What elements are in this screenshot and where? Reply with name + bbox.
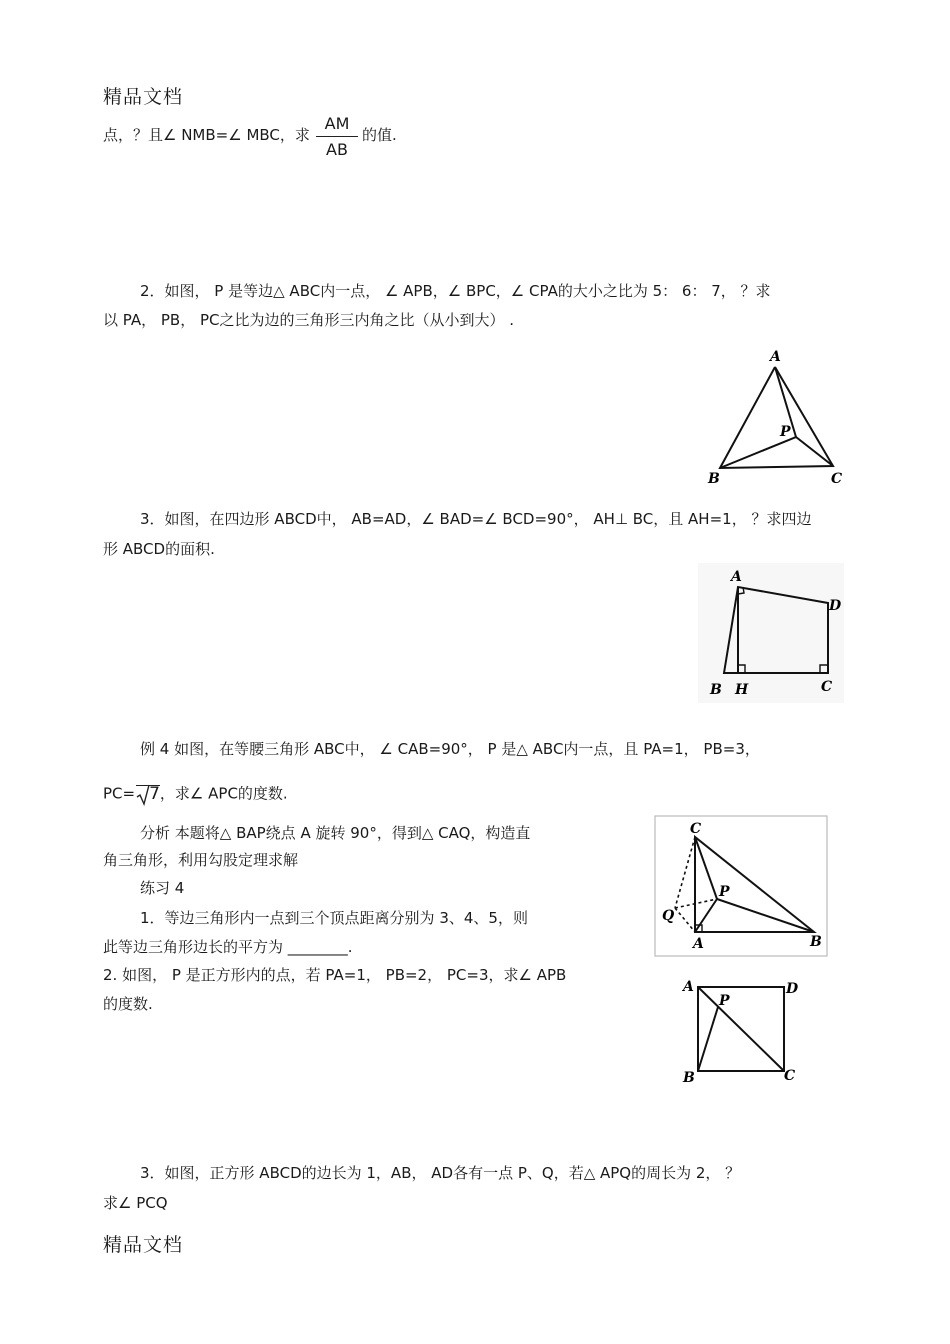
segment-qa <box>675 908 695 932</box>
label-h: H <box>735 682 749 698</box>
practice1-line2: 此等边三角形边长的平方为 ________. <box>103 938 353 956</box>
page-footer: 精品文档 <box>103 1234 184 1256</box>
intro-post: 的值. <box>362 126 397 144</box>
analysis-line2: 角三角形，利用勾股定理求解 <box>103 851 299 869</box>
label-c: C <box>784 1068 796 1084</box>
practice1-line1: 1．等边三角形内一点到三个顶点距离分别为 3、4、5，则 <box>140 909 528 927</box>
sqrt-radicand: 7 <box>149 784 160 804</box>
label-c: C <box>831 471 843 487</box>
ex4-line1: 例 4 如图，在等腰三角形 ABC中， ∠ CAB=90°， P 是△ ABC内一点，且 PA=1， PB=3， <box>140 740 760 758</box>
label-a: A <box>731 569 742 585</box>
segment-pb <box>717 899 814 932</box>
figure-square-abcd-p <box>678 975 808 1087</box>
label-b: B <box>683 1070 695 1086</box>
ex4-line2 <box>103 785 288 803</box>
figure-rotation-caq <box>642 806 842 962</box>
analysis-line1: 分析 本题将△ BAP绕点 A 旋转 90°，得到△ CAQ，构造直 <box>140 824 531 842</box>
figure-frame <box>655 816 827 956</box>
segment-pc <box>796 437 833 466</box>
q3b-line1: 3．如图，正方形 ABCD的边长为 1，AB， AD各有一点 P、Q，若△ APQ的周长为 2， ？ <box>140 1164 741 1182</box>
radical-sign <box>136 784 150 806</box>
label-c: C <box>821 679 833 695</box>
label-a: A <box>683 979 694 995</box>
page-header: 精品文档 <box>103 86 184 108</box>
sqrt-symbol <box>136 785 160 803</box>
label-b: B <box>710 682 722 698</box>
label-b: B <box>708 471 720 487</box>
figure-triangle-abc-p <box>700 345 850 490</box>
label-c: C <box>690 821 702 837</box>
label-b: B <box>810 934 822 950</box>
label-a: A <box>770 349 781 365</box>
label-d: D <box>786 981 799 997</box>
q2-line1: 2．如图， P 是等边△ ABC内一点， ∠ APB，∠ BPC，∠ CPA的大小之比为 5： 6： 7， ？求 <box>140 282 771 300</box>
q3b-line2: 求∠ PCQ <box>103 1194 168 1212</box>
q3-line2: 形 ABCD的面积. <box>103 540 215 558</box>
q2-line2: 以 PA， PB， PC之比为边的三角形三内角之比（从小到大） . <box>103 311 515 329</box>
label-d: D <box>829 598 842 614</box>
segment-cq <box>675 837 695 908</box>
practice2-line2: 的度数. <box>103 995 153 1013</box>
label-p: P <box>780 424 791 440</box>
intro-pre: 点，？且∠ NMB=∠ MBC，求 <box>103 126 310 144</box>
practice2-line1: 2. 如图， P 是正方形内的点，若 PA=1， PB=2， PC=3，求∠ APB <box>103 966 567 984</box>
q3-line1: 3．如图，在四边形 ABCD中， AB=AD，∠ BAD=∠ BCD=90°， AH⊥ BC，且 AH=1， ？求四边 <box>140 510 812 528</box>
fraction-am-ab <box>316 114 358 159</box>
figure-quadrilateral-abcd <box>698 563 844 703</box>
label-q: Q <box>662 908 675 924</box>
intro-text <box>103 128 310 143</box>
ex4-pc-label: PC= <box>103 784 136 803</box>
segment-pa <box>695 899 717 932</box>
label-a: A <box>693 936 704 952</box>
fraction-denominator: AB <box>326 140 348 159</box>
fraction-bar <box>316 136 358 137</box>
ex4-line2-post: ，求∠ APC的度数. <box>159 784 288 803</box>
segment-pb <box>698 1007 718 1071</box>
label-p: P <box>719 884 730 900</box>
label-p: P <box>719 993 730 1009</box>
fraction-numerator: AM <box>324 114 350 133</box>
practice-title: 练习 4 <box>140 879 185 897</box>
